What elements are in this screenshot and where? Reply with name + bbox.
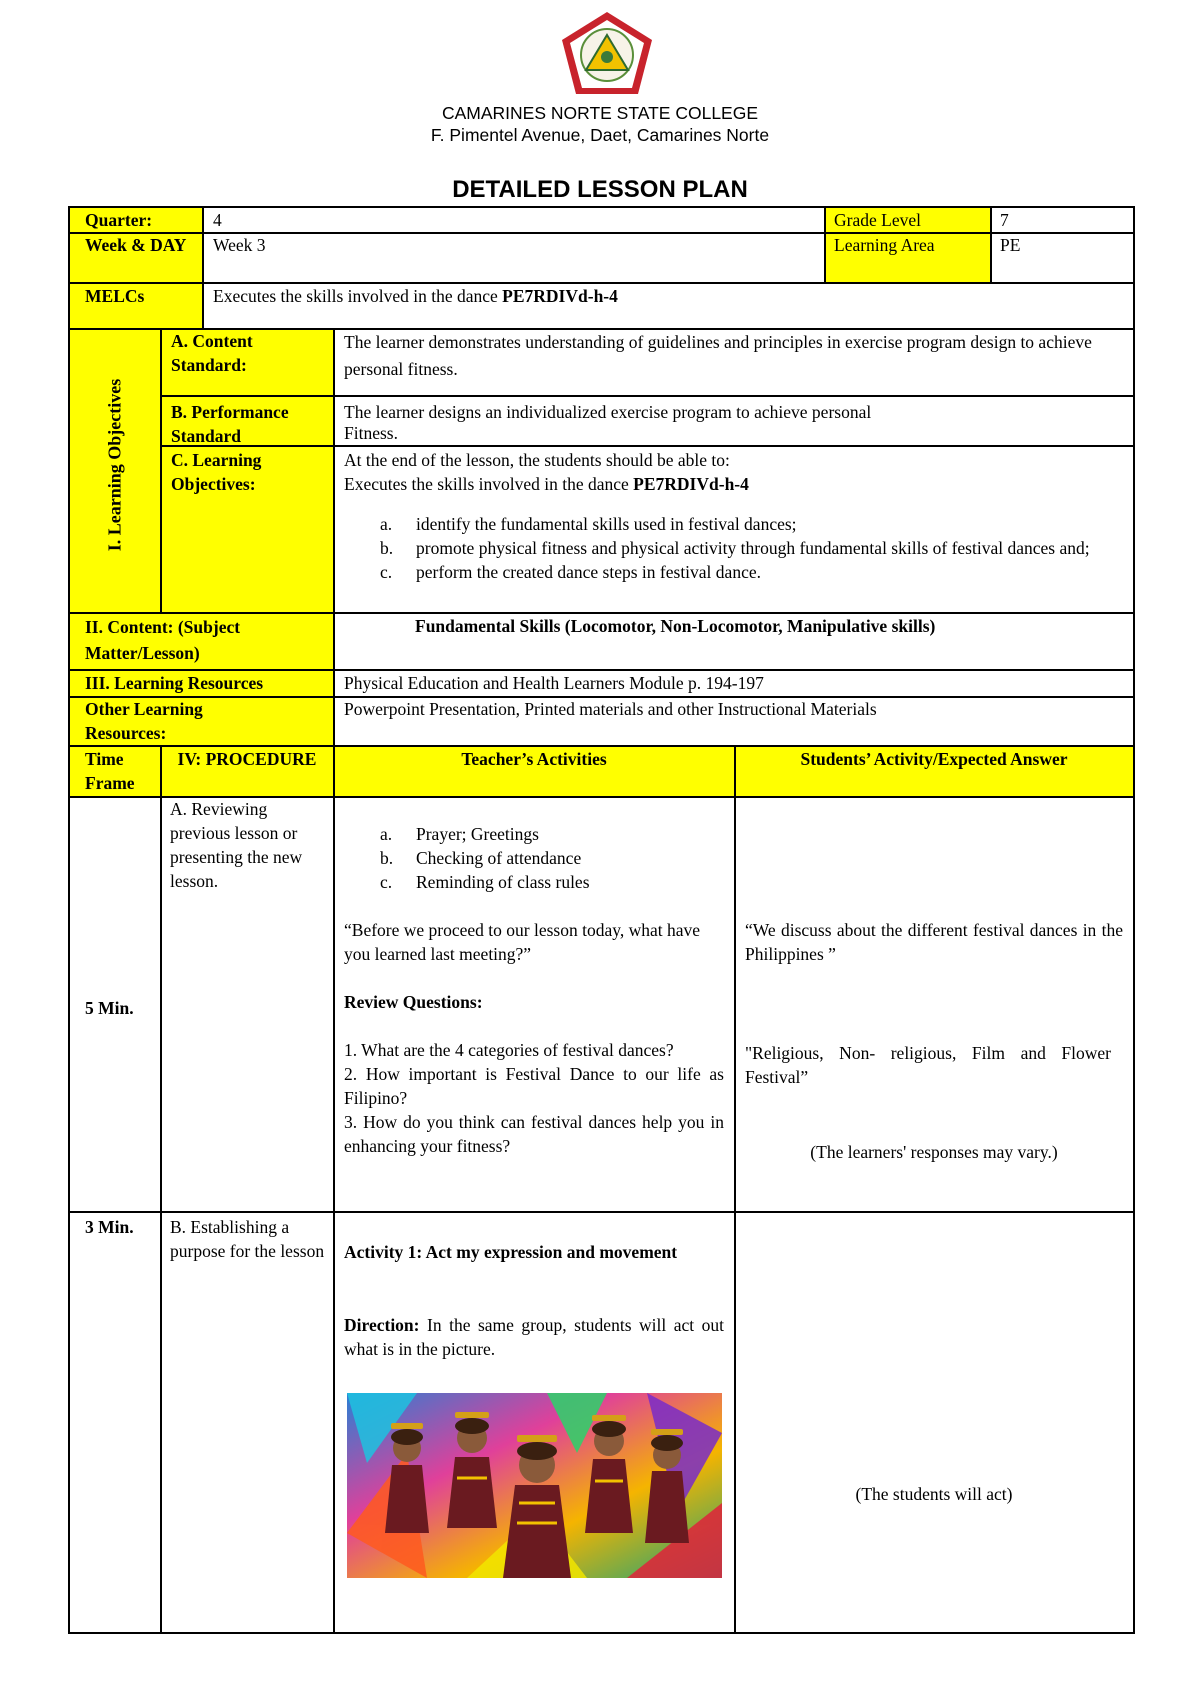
objective-item: c. perform the created dance steps in festival dance.: [380, 562, 761, 582]
content-subject-matter-label: II. Content: (Subject Matter/Lesson): [85, 617, 241, 663]
routine-item: b. Checking of attendance: [380, 848, 582, 868]
learning-objectives-content: [344, 448, 1124, 584]
quarter-label: Quarter:: [85, 210, 153, 230]
melcs-text: Executes the skills involved in the dance: [213, 286, 503, 306]
college-name: CAMARINES NORTE STATE COLLEGE: [441, 103, 759, 123]
time-frame-header: Time Frame: [85, 749, 135, 793]
student-response-act: (The students will act): [855, 1484, 1013, 1504]
content-standard-text: The learner demonstrates understanding of guidelines and principles in exercise program design to achieve personal fitness.: [344, 332, 1092, 379]
performance-standard-label: B. Performance Standard: [171, 402, 289, 446]
learning-area-label: Learning Area: [834, 235, 935, 255]
performance-standard-text: The learner designs an individualized exercise program to achieve personal Fitness.: [344, 402, 872, 443]
college-seal-logo: [558, 10, 656, 98]
step-b-time: 3 Min.: [85, 1217, 134, 1237]
review-question: 3. How do you think can festival dances help you in enhancing your fitness?: [344, 1112, 724, 1156]
step-a-teacher-activities: [344, 822, 724, 1158]
learning-objectives-melc: Executes the skills involved in the dance PE7RDIVd-h-4: [344, 474, 749, 494]
other-resources-label: Other Learning Resources:: [85, 699, 203, 743]
teacher-activities-header: Teacher’s Activities: [461, 749, 607, 769]
content-subject-matter-value: Fundamental Skills (Locomotor, Non-Locomotor, Manipulative skills): [415, 616, 936, 636]
melcs-value: [213, 284, 618, 308]
learning-objectives-label: C. Learning Objectives:: [171, 450, 262, 494]
student-activities-header: Students’ Activity/Expected Answer: [800, 749, 1068, 769]
college-header: [0, 102, 1200, 146]
student-answer-categories: "Religious, Non- religious, Film and Flower Festival”: [745, 1043, 1111, 1087]
class-routine-list: [344, 822, 724, 894]
review-question: 1. What are the 4 categories of festival dances?: [344, 1040, 674, 1060]
student-answer-previous-lesson: “We discuss about the different festival dances in the Philippines ”: [745, 920, 1123, 964]
week-day-label: Week & DAY: [85, 235, 187, 255]
grade-level-value: 7: [1000, 210, 1009, 230]
learning-resources-value: Physical Education and Health Learners Module p. 194-197: [344, 673, 764, 693]
review-questions-label: Review Questions:: [344, 992, 483, 1012]
activity-direction: Direction: In the same group, students will act out what is in the picture.: [344, 1315, 724, 1359]
grade-level-label: Grade Level: [834, 210, 921, 230]
step-b-procedure: B. Establishing a purpose for the lesson: [170, 1217, 325, 1261]
learning-objectives-intro: At the end of the lesson, the students should be able to:: [344, 450, 730, 470]
student-answer-note: (The learners' responses may vary.): [810, 1142, 1058, 1162]
learning-resources-label: III. Learning Resources: [85, 673, 264, 693]
festival-dancers-image: [347, 1393, 722, 1578]
review-question: 2. How important is Festival Dance to our life as Filipino?: [344, 1064, 724, 1108]
routine-item: a. Prayer; Greetings: [380, 824, 539, 844]
objective-item: a. identify the fundamental skills used in festival dances;: [380, 514, 797, 534]
activity-title: Activity 1: Act my expression and movement: [344, 1242, 678, 1262]
content-standard-label: A. Content Standard:: [171, 331, 253, 375]
step-a-time: 5 Min.: [85, 998, 134, 1018]
melcs-label: MELCs: [85, 286, 145, 306]
routine-item: c. Reminding of class rules: [380, 872, 590, 892]
procedure-header: IV: PROCEDURE: [177, 749, 317, 769]
document-title: DETAILED LESSON PLAN: [452, 176, 748, 203]
week-value: Week 3: [213, 235, 266, 255]
learning-area-value: PE: [1000, 235, 1021, 255]
melcs-code: PE7RDIVd-h-4: [502, 286, 618, 306]
objective-item: b. promote physical fitness and physical activity through fundamental skills of festival dances and;: [380, 538, 1090, 558]
learning-objectives-section-label: I. Learning Objectives: [104, 378, 125, 552]
learning-objectives-list: [344, 512, 1124, 584]
college-address: F. Pimentel Avenue, Daet, Camarines Norte: [430, 125, 770, 145]
teacher-opening-question: “Before we proceed to our lesson today, what have you learned last meeting?”: [344, 920, 701, 964]
quarter-value: 4: [213, 210, 222, 230]
other-resources-value: Powerpoint Presentation, Printed materials and other Instructional Materials: [344, 699, 877, 719]
step-a-procedure: A. Reviewing previous lesson or presenting the new lesson.: [170, 799, 303, 891]
